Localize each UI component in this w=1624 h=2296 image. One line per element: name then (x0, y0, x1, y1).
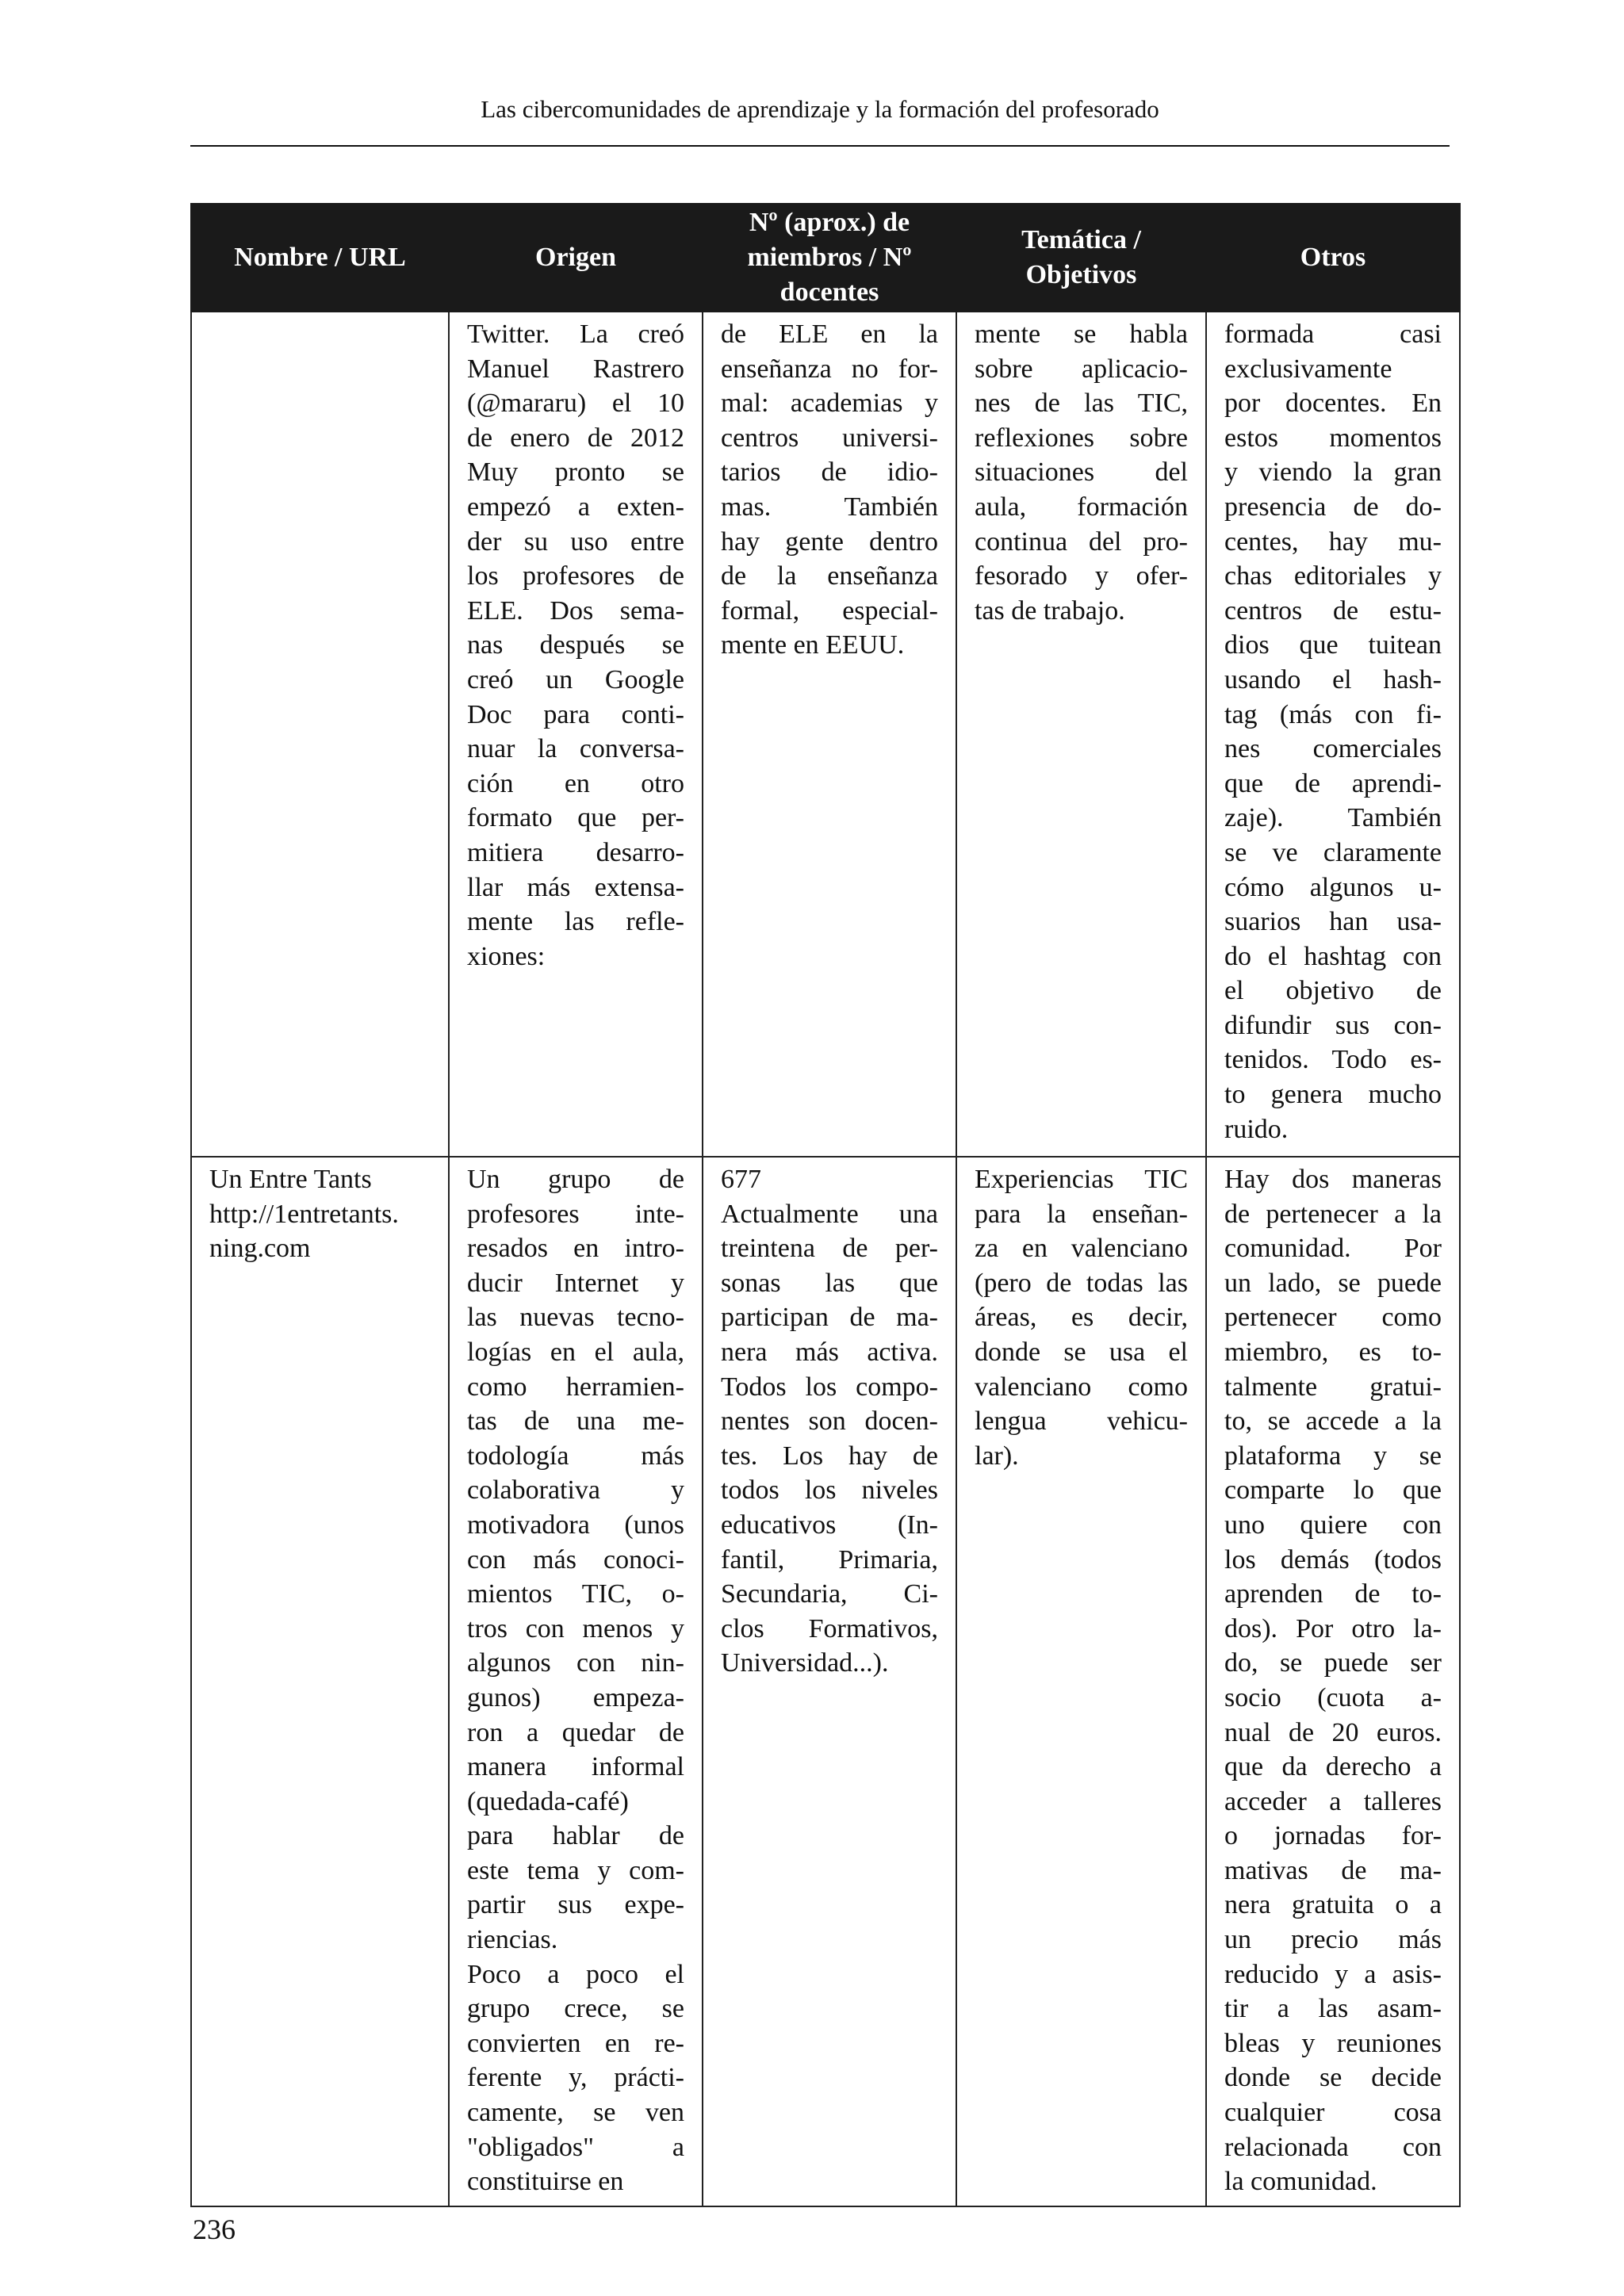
cell-line: nentes son docen- (721, 1406, 938, 1437)
cell-line: centes, hay mu- (1224, 526, 1442, 557)
cell-line: todología más (467, 1441, 684, 1471)
cell-line: Experiencias TIC (975, 1165, 1188, 1194)
cell-line: algunos con nin- (467, 1648, 684, 1678)
cell-line: cualquier cosa (1224, 2098, 1442, 2128)
cell-line: mente las refle- (467, 907, 684, 937)
cell-line: los demás (todos (1224, 1544, 1442, 1575)
cell-line: el objetivo de (1224, 976, 1442, 1006)
cell-line: nas después se (467, 630, 684, 660)
cell-line: enseñanza no for- (721, 354, 938, 384)
cell-line: Un grupo de (467, 1165, 684, 1194)
cell-line: talmente gratui- (1224, 1372, 1442, 1402)
cell-nombre (191, 1157, 449, 2206)
cell-line: Hay dos maneras (1224, 1165, 1442, 1194)
cell-line: Universidad...). (721, 1648, 889, 1678)
cell-line: comunidad. Por (1224, 1234, 1442, 1264)
header-miembros: Nº (aprox.) de miembros / Nº docentes (703, 204, 956, 312)
cell-line: colaborativa y (467, 1475, 684, 1506)
cell-line: tarios de idio- (721, 457, 938, 488)
cell-tematica (956, 312, 1206, 1157)
cell-line: tas de una me- (467, 1406, 684, 1437)
cell-line: presencia de do- (1224, 492, 1442, 522)
cell-line: centros universi- (721, 423, 938, 453)
cell-line: tas de trabajo. (975, 595, 1125, 626)
cell-line: mitiera desarro- (467, 837, 684, 867)
cell-line: Un Entre Tants (209, 1165, 372, 1194)
cell-line: este tema y com- (467, 1855, 684, 1885)
cell-line: tros con menos y (467, 1613, 684, 1644)
cell-line: mal: academias y (721, 388, 938, 419)
cell-miembros (703, 312, 956, 1157)
cell-line: (pero de todas las (975, 1268, 1188, 1298)
cell-line: treintena de per- (721, 1234, 938, 1264)
cell-line: para hablar de (467, 1821, 684, 1851)
cell-otros (1206, 312, 1460, 1157)
cell-line: resados en intro- (467, 1234, 684, 1264)
cell-line: empezó a exten- (467, 492, 684, 522)
cell-line: centros de estu- (1224, 595, 1442, 626)
cell-line: las nuevas tecno- (467, 1303, 684, 1333)
cell-line: pertenecer como (1224, 1303, 1442, 1333)
cell-line: tir a las asam- (1224, 1994, 1442, 2024)
cell-line: to genera mucho (1224, 1080, 1442, 1110)
cell-line: Secundaria, Ci- (721, 1579, 938, 1609)
cell-line: nes comerciales (1224, 734, 1442, 764)
cell-line: to, se accede a la (1224, 1406, 1442, 1437)
cell-line: de ELE en la (721, 320, 938, 349)
cell-line: http://1entretants. (209, 1199, 399, 1229)
cell-line: fantil, Primaria, (721, 1544, 938, 1575)
cell-line: los profesores de (467, 561, 684, 591)
cell-line: donde se usa el (975, 1337, 1188, 1367)
cell-line: lar). (975, 1441, 1019, 1471)
running-header: Las cibercomunidades de aprendizaje y la formación del profesorado (481, 95, 1159, 123)
header-row (191, 204, 1460, 312)
cell-origen (449, 1157, 703, 2206)
cell-line: todos los niveles (721, 1475, 938, 1506)
cell-line: sonas las que (721, 1268, 938, 1298)
cell-line: (quedada-café) (467, 1786, 629, 1816)
cell-line: se ve claramente (1224, 837, 1442, 867)
cell-line: Manuel Rastrero (467, 354, 684, 384)
cell-line: miembro, es to- (1224, 1337, 1442, 1367)
cell-line: formada casi (1224, 320, 1442, 349)
cell-line: grupo crece, se (467, 1994, 684, 2024)
cell-line: der su uso entre (467, 526, 684, 557)
cell-tematica (956, 1157, 1206, 2206)
cell-line: tenidos. Todo es- (1224, 1045, 1442, 1075)
cell-line: aula, formación (975, 492, 1188, 522)
cell-line: Poco a poco el (467, 1959, 684, 1989)
cell-line: mativas de ma- (1224, 1855, 1442, 1885)
cell-line: reflexiones sobre (975, 423, 1188, 453)
cell-line: tag (más con fi- (1224, 699, 1442, 729)
table-row (191, 1157, 1460, 2206)
cell-line: ELE. Dos sema- (467, 595, 684, 626)
communities-table (190, 203, 1461, 2207)
cell-line: profesores inte- (467, 1199, 684, 1229)
cell-line: que de aprendi- (1224, 768, 1442, 798)
cell-line: exclusivamente (1224, 354, 1392, 384)
cell-line: dos). Por otro la- (1224, 1613, 1442, 1644)
cell-line: Doc para conti- (467, 699, 684, 729)
cell-line: constituirse en (467, 2167, 624, 2197)
cell-line: plataforma y se (1224, 1441, 1442, 1471)
cell-line: por docentes. En (1224, 388, 1442, 419)
cell-line: mente en EEUU. (721, 630, 905, 660)
cell-line: que da derecho a (1224, 1752, 1442, 1782)
cell-line: un lado, se puede (1224, 1268, 1442, 1298)
cell-line: áreas, es decir, (975, 1303, 1188, 1333)
cell-line: za en valenciano (975, 1234, 1188, 1264)
cell-line: donde se decide (1224, 2063, 1442, 2093)
cell-line: relacionada con (1224, 2132, 1442, 2162)
cell-line: Muy pronto se (467, 457, 684, 488)
cell-line: Actualmente una (721, 1199, 938, 1229)
cell-line: tes. Los hay de (721, 1441, 938, 1471)
cell-line: con más conoci- (467, 1544, 684, 1575)
cell-line: lengua vehicu- (975, 1406, 1188, 1437)
cell-line: participan de ma- (721, 1303, 938, 1333)
cell-line: sobre aplicacio- (975, 354, 1188, 384)
cell-line: hay gente dentro (721, 526, 938, 557)
cell-nombre (191, 312, 449, 1157)
cell-line: acceder a talleres (1224, 1786, 1442, 1816)
cell-line: socio (cuota a- (1224, 1682, 1442, 1712)
cell-line: educativos (In- (721, 1510, 938, 1540)
cell-line: estos momentos (1224, 423, 1442, 453)
cell-line: nual de 20 euros. (1224, 1717, 1442, 1747)
cell-line: comparte lo que (1224, 1475, 1442, 1506)
cell-line: bleas y reuniones (1224, 2028, 1442, 2058)
cell-line: do el hashtag con (1224, 941, 1442, 971)
cell-line: 677 (721, 1165, 761, 1194)
cell-line: logías en el aula, (467, 1337, 684, 1367)
cell-line: fesorado y ofer- (975, 561, 1188, 591)
cell-line: convierten en re- (467, 2028, 684, 2058)
cell-line: y viendo la gran (1224, 457, 1442, 488)
cell-line: xiones: (467, 941, 546, 971)
header-otros: Otros (1206, 204, 1460, 312)
cell-line: gunos) empeza- (467, 1682, 684, 1712)
header-rule (190, 145, 1450, 147)
cell-line: continua del pro- (975, 526, 1188, 557)
cell-line: chas editoriales y (1224, 561, 1442, 591)
header-tematica: Temática / Objetivos (956, 204, 1206, 312)
cell-line: ron a quedar de (467, 1717, 684, 1747)
cell-line: llar más extensa- (467, 872, 684, 902)
cell-line: situaciones del (975, 457, 1188, 488)
cell-line: dios que tuitean (1224, 630, 1442, 660)
header-nombre-url: Nombre / URL (191, 204, 449, 312)
cell-line: Twitter. La creó (467, 320, 684, 349)
cell-line: de enero de 2012 (467, 423, 684, 453)
cell-line: como herramien- (467, 1372, 684, 1402)
table-body (191, 312, 1460, 2206)
cell-line: nera gratuita o a (1224, 1890, 1442, 1920)
cell-line: riencias. (467, 1925, 558, 1955)
cell-line: nera más activa. (721, 1337, 938, 1367)
cell-line: mas. También (721, 492, 938, 522)
cell-line: zaje). También (1224, 803, 1442, 833)
cell-line: la comunidad. (1224, 2167, 1377, 2197)
cell-line: un precio más (1224, 1925, 1442, 1955)
cell-line: para la enseñan- (975, 1199, 1188, 1229)
cell-line: nuar la conversa- (467, 734, 684, 764)
cell-line: de la enseñanza (721, 561, 938, 591)
cell-line: ción en otro (467, 768, 684, 798)
cell-line: suarios han usa- (1224, 907, 1442, 937)
cell-line: uno quiere con (1224, 1510, 1442, 1540)
cell-line: nes de las TIC, (975, 388, 1188, 419)
cell-line: creó un Google (467, 664, 684, 695)
cell-line: Todos los compo- (721, 1372, 938, 1402)
cell-line: (@mararu) el 10 (467, 388, 684, 419)
cell-line: o jornadas for- (1224, 1821, 1442, 1851)
cell-line: do, se puede ser (1224, 1648, 1442, 1678)
cell-line: aprenden de to- (1224, 1579, 1442, 1609)
cell-line: motivadora (unos (467, 1510, 684, 1540)
table-header (191, 204, 1460, 312)
cell-line: reducido y a asis- (1224, 1959, 1442, 1989)
cell-line: manera informal (467, 1752, 684, 1782)
cell-line: cómo algunos u- (1224, 872, 1442, 902)
cell-line: clos Formativos, (721, 1613, 938, 1644)
cell-line: formal, especial- (721, 595, 938, 626)
cell-line: mente se habla (975, 320, 1188, 349)
cell-line: usando el hash- (1224, 664, 1442, 695)
cell-miembros (703, 1157, 956, 2206)
cell-line: formato que per- (467, 803, 684, 833)
cell-line: ferente y, prácti- (467, 2063, 684, 2093)
page-number: 236 (193, 2214, 236, 2245)
cell-line: mientos TIC, o- (467, 1579, 684, 1609)
table-row (191, 312, 1460, 1157)
cell-origen (449, 312, 703, 1157)
cell-line: ruido. (1224, 1114, 1289, 1144)
cell-line: camente, se ven (467, 2098, 684, 2128)
cell-line: partir sus expe- (467, 1890, 684, 1920)
cell-otros (1206, 1157, 1460, 2206)
header-origen: Origen (449, 204, 703, 312)
cell-line: ning.com (209, 1234, 311, 1264)
cell-line: ducir Internet y (467, 1268, 684, 1298)
cell-line: difundir sus con- (1224, 1010, 1442, 1040)
cell-line: de pertenecer a la (1224, 1199, 1442, 1229)
cell-line: "obligados" a (467, 2132, 684, 2162)
cell-line: valenciano como (975, 1372, 1188, 1402)
